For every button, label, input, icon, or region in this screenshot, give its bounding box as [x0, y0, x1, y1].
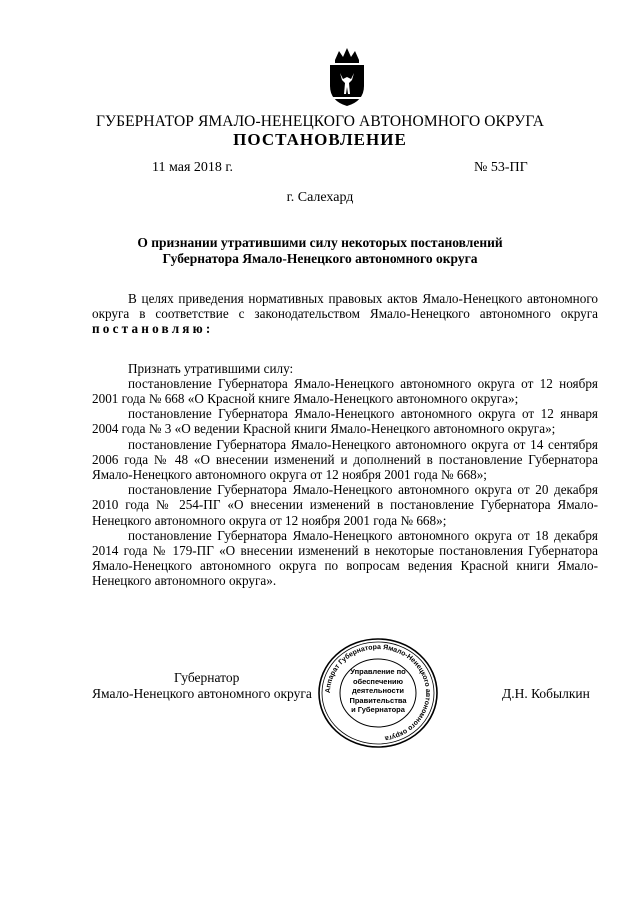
signatory-title-line-1: Губернатор	[174, 670, 240, 685]
seal-line: деятельности	[352, 686, 404, 695]
document-title	[120, 235, 520, 267]
signatory-title	[92, 670, 312, 702]
document-city: г. Салехард	[286, 190, 354, 205]
issuing-authority: ГУБЕРНАТОР ЯМАЛО-НЕНЕЦКОГО АВТОНОМНОГО ОКРУГА	[95, 113, 545, 130]
preamble-text: В целях приведения нормативных правовых актов Ямало-Ненецкого автономного округа в соответствие с законодательством Ямало-Ненецкого автономного округа	[92, 291, 598, 322]
document-title-line-1: О признании утратившими силу некоторых постановлений	[137, 235, 503, 250]
list-item: постановление Губернатора Ямало-Ненецкого автономного округа от 12 января 2004 года № 3 «О ведении Красной книги Ямало-Ненецкого автономного округа»;	[92, 406, 598, 437]
signatory-name: Д.Н. Кобылкин	[502, 686, 590, 701]
seal-center-text	[340, 667, 416, 715]
preamble-paragraph	[92, 291, 598, 337]
document-date: 11 мая 2018 г.	[152, 160, 234, 175]
list-item: постановление Губернатора Ямало-Ненецкого автономного округа от 20 декабря 2010 года № 254-ПГ «О внесении изменений в постановление Губернатора Ямало-Ненецкого автономного округа от 12 ноября 2001 года № 668»;	[92, 482, 598, 528]
document-type: ПОСТАНОВЛЕНИЕ	[233, 130, 407, 149]
seal-line: Управление по	[350, 667, 406, 676]
coat-of-arms-icon	[325, 46, 369, 108]
list-item: постановление Губернатора Ямало-Ненецкого автономного округа от 14 сентября 2006 года № 48 «О внесении изменений и дополнений в постановление Губернатора Ямало-Ненецкого автономного округа от 12 ноября 2001 года № 668»;	[92, 436, 598, 483]
seal-ring-text: Аппарат Губернатора Ямало-Ненецкого автономного округа	[324, 643, 432, 742]
list-item: постановление Губернатора Ямало-Ненецкого автономного округа от 12 ноября 2001 года № 668 «О Красной книге Ямало-Ненецкого автономного округа»;	[92, 375, 598, 407]
preamble-keyword: постановляю:	[92, 321, 214, 337]
seal-line: обеспечению	[352, 676, 404, 686]
document-title-line-2: Губернатора Ямало-Ненецкого автономного округа	[162, 251, 478, 266]
body-intro: Признать утратившими силу:	[128, 360, 294, 376]
document-number: № 53-ПГ	[474, 160, 528, 175]
seal-line: и Губернатора	[351, 705, 405, 714]
seal-line: Правительства	[349, 695, 407, 705]
list-item: постановление Губернатора Ямало-Ненецкого автономного округа от 18 декабря 2014 года № 179-ПГ «О внесении изменений в некоторые постановления Губернатора Ямало-Ненецкого автономного округа по вопросам ведения Красной книги Ямало-Ненецкого автономного округа».	[92, 527, 598, 589]
document-body	[92, 291, 598, 589]
signatory-title-line-2: Ямало-Ненецкого автономного округа	[92, 686, 312, 701]
